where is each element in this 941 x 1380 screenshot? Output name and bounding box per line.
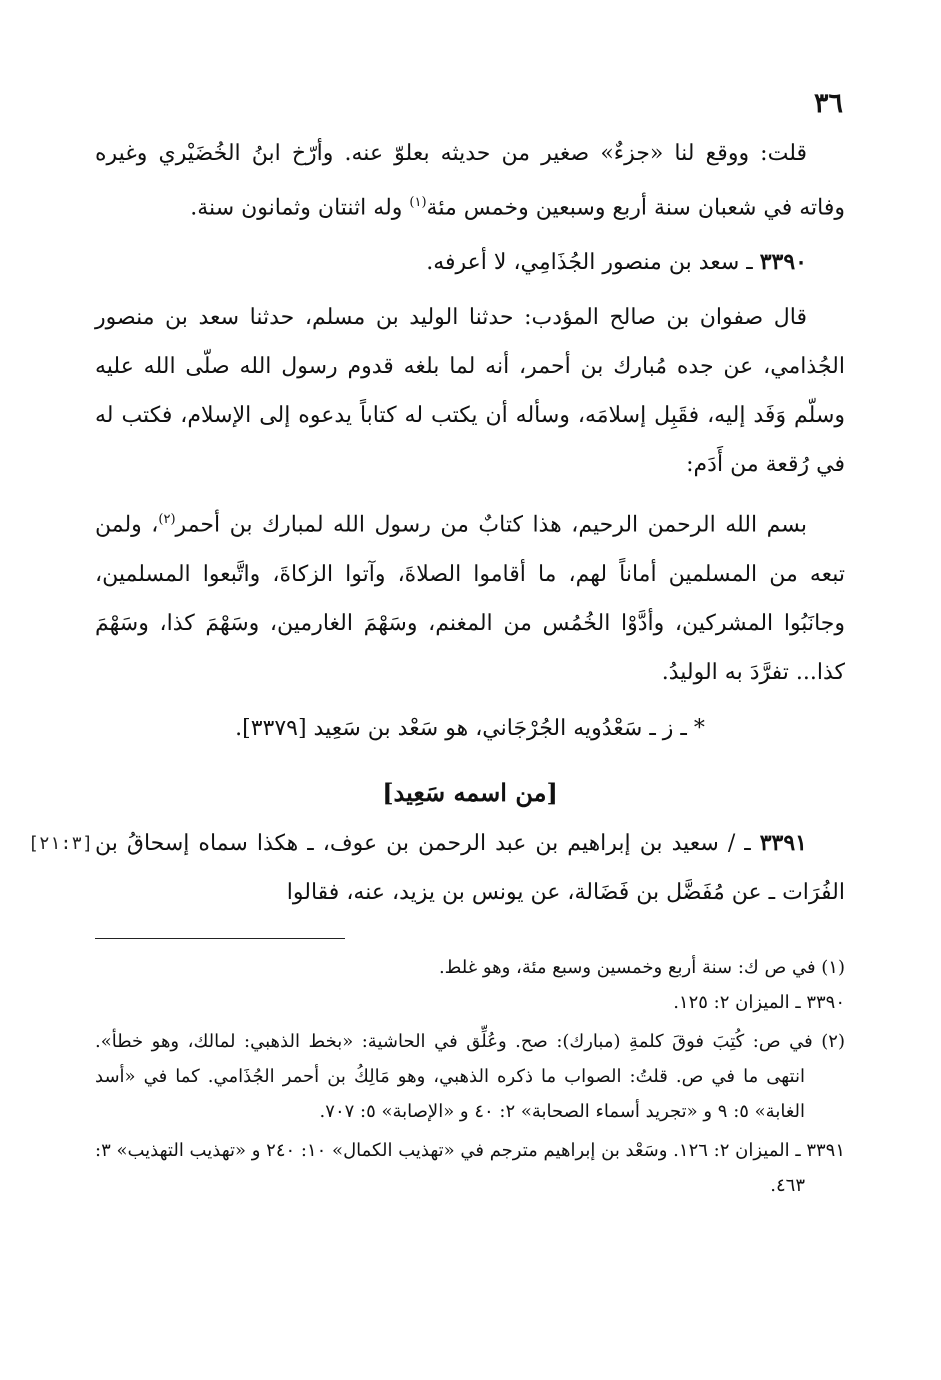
margin-reference: [٢١:٣]: [28, 832, 94, 854]
paragraph-3-text-b: ، ولمن تبعه من المسلمين أماناً لهم، ما أقاموا الصلاةَ، وآتوا الزكاةَ، واتَّبعوا المسلمين، وجانَبُوا المشركين، وأدَّوْا الخُمُس من المغنم، وسَهْمَ الغارمين، وسَهْمَ كذا، وسَهْمَ كذا... تفرَّدَ به الوليدُ.: [95, 512, 845, 685]
entry-3390: [95, 238, 845, 287]
page-number: ٣٦: [813, 88, 843, 119]
footnote-2: (٢) في ص: كُتِبَ فوقَ كلمةِ (مبارك): صح. وعُلِّق في الحاشية: «بخط الذهبي: لمالك، وهو خطأ». انتهى ما في ص. قلتُ: الصواب ما ذكره الذهبي، وهو مَالِكُ بن أحمر الجُذَامي. كما في «أسد الغابة» ٥: ٩ و «تجريد أسماء الصحابة» ٢: ٤٠ و «الإصابة» ٥: ٧٠٧.: [95, 1031, 845, 1122]
footnote-ref-2[interactable]: (٢): [158, 512, 176, 528]
footnote-divider: [95, 938, 345, 939]
paragraph-1-end: وله اثنتان وثمانون سنة.: [190, 195, 410, 221]
footnotes-section: [95, 938, 845, 1203]
paragraph-3-text-a: بسم الله الرحمن الرحيم، هذا كتابٌ من رسول الله لمبارك بن أحمر: [175, 512, 807, 538]
footnote-3390: ٣٣٩٠ ـ الميزان ٢: ١٢٥.: [673, 992, 845, 1013]
entry-dash: ـ: [739, 250, 760, 276]
paragraph-1-text: قلت: ووقع لنا «جزءٌ» صغير من حديثه بعلوّ عنه. وأرّخ ابنُ الخُضَيْري وغيره وفاته في شعبان سنة أربع وسبعين وخمس مئة: [95, 141, 845, 221]
entry-3391-text: ـ / سعيد بن إبراهيم بن عبد الرحمن بن عوف، ـ هكذا سماه إسحاقُ بن الفُرَات ـ عن مُفَضَّل بن فَضَالة، عن يونس بن يزيد، عنه، فقالوا: [95, 830, 845, 905]
paragraph-2: قال صفوان بن صالح المؤدب: حدثنا الوليد بن مسلم، حدثنا سعد بن منصور الجُذامي، عن جده مُبارك بن أحمر، أنه لما بلغه قدوم رسول الله صلّى الله عليه وسلّم وَفَد إليه، فقَبِل إسلامَه، وسأله أن يكتب له كتاباً يدعوه إلى الإسلام، فكتب له في رُقعة من أَدَم:: [95, 305, 845, 478]
cross-reference-line: * ـ ز ـ سَعْدُويه الجُرْجَاني، هو سَعْد بن سَعِيد [٣٣٧٩].: [235, 715, 705, 741]
entry-number-3390: ٣٣٩٠: [759, 249, 807, 276]
paragraph-1: [95, 129, 845, 232]
entry-3391: [28, 819, 845, 917]
paragraph-3: [95, 495, 845, 696]
page-body: [28, 88, 845, 917]
entry-3390-text: سعد بن منصور الجُذَامِي، لا أعرفه.: [426, 250, 740, 276]
section-heading: [من اسمه سَعِيد]: [382, 777, 558, 807]
footnote-3391: ٣٣٩١ ـ الميزان ٢: ١٢٦. وسَعْد بن إبراهيم مترجم في «تهذيب الكمال» ١٠: ٢٤٠ و «تهذيب التهذيب» ٣: ٤٦٣.: [95, 1140, 845, 1196]
entry-number-3391: ٣٣٩١: [759, 829, 807, 856]
footnote-1: (١) في ص ك: سنة أربع وخمسين وسبع مئة، وهو غلط.: [438, 957, 845, 978]
footnote-ref-1[interactable]: (١): [409, 195, 427, 210]
